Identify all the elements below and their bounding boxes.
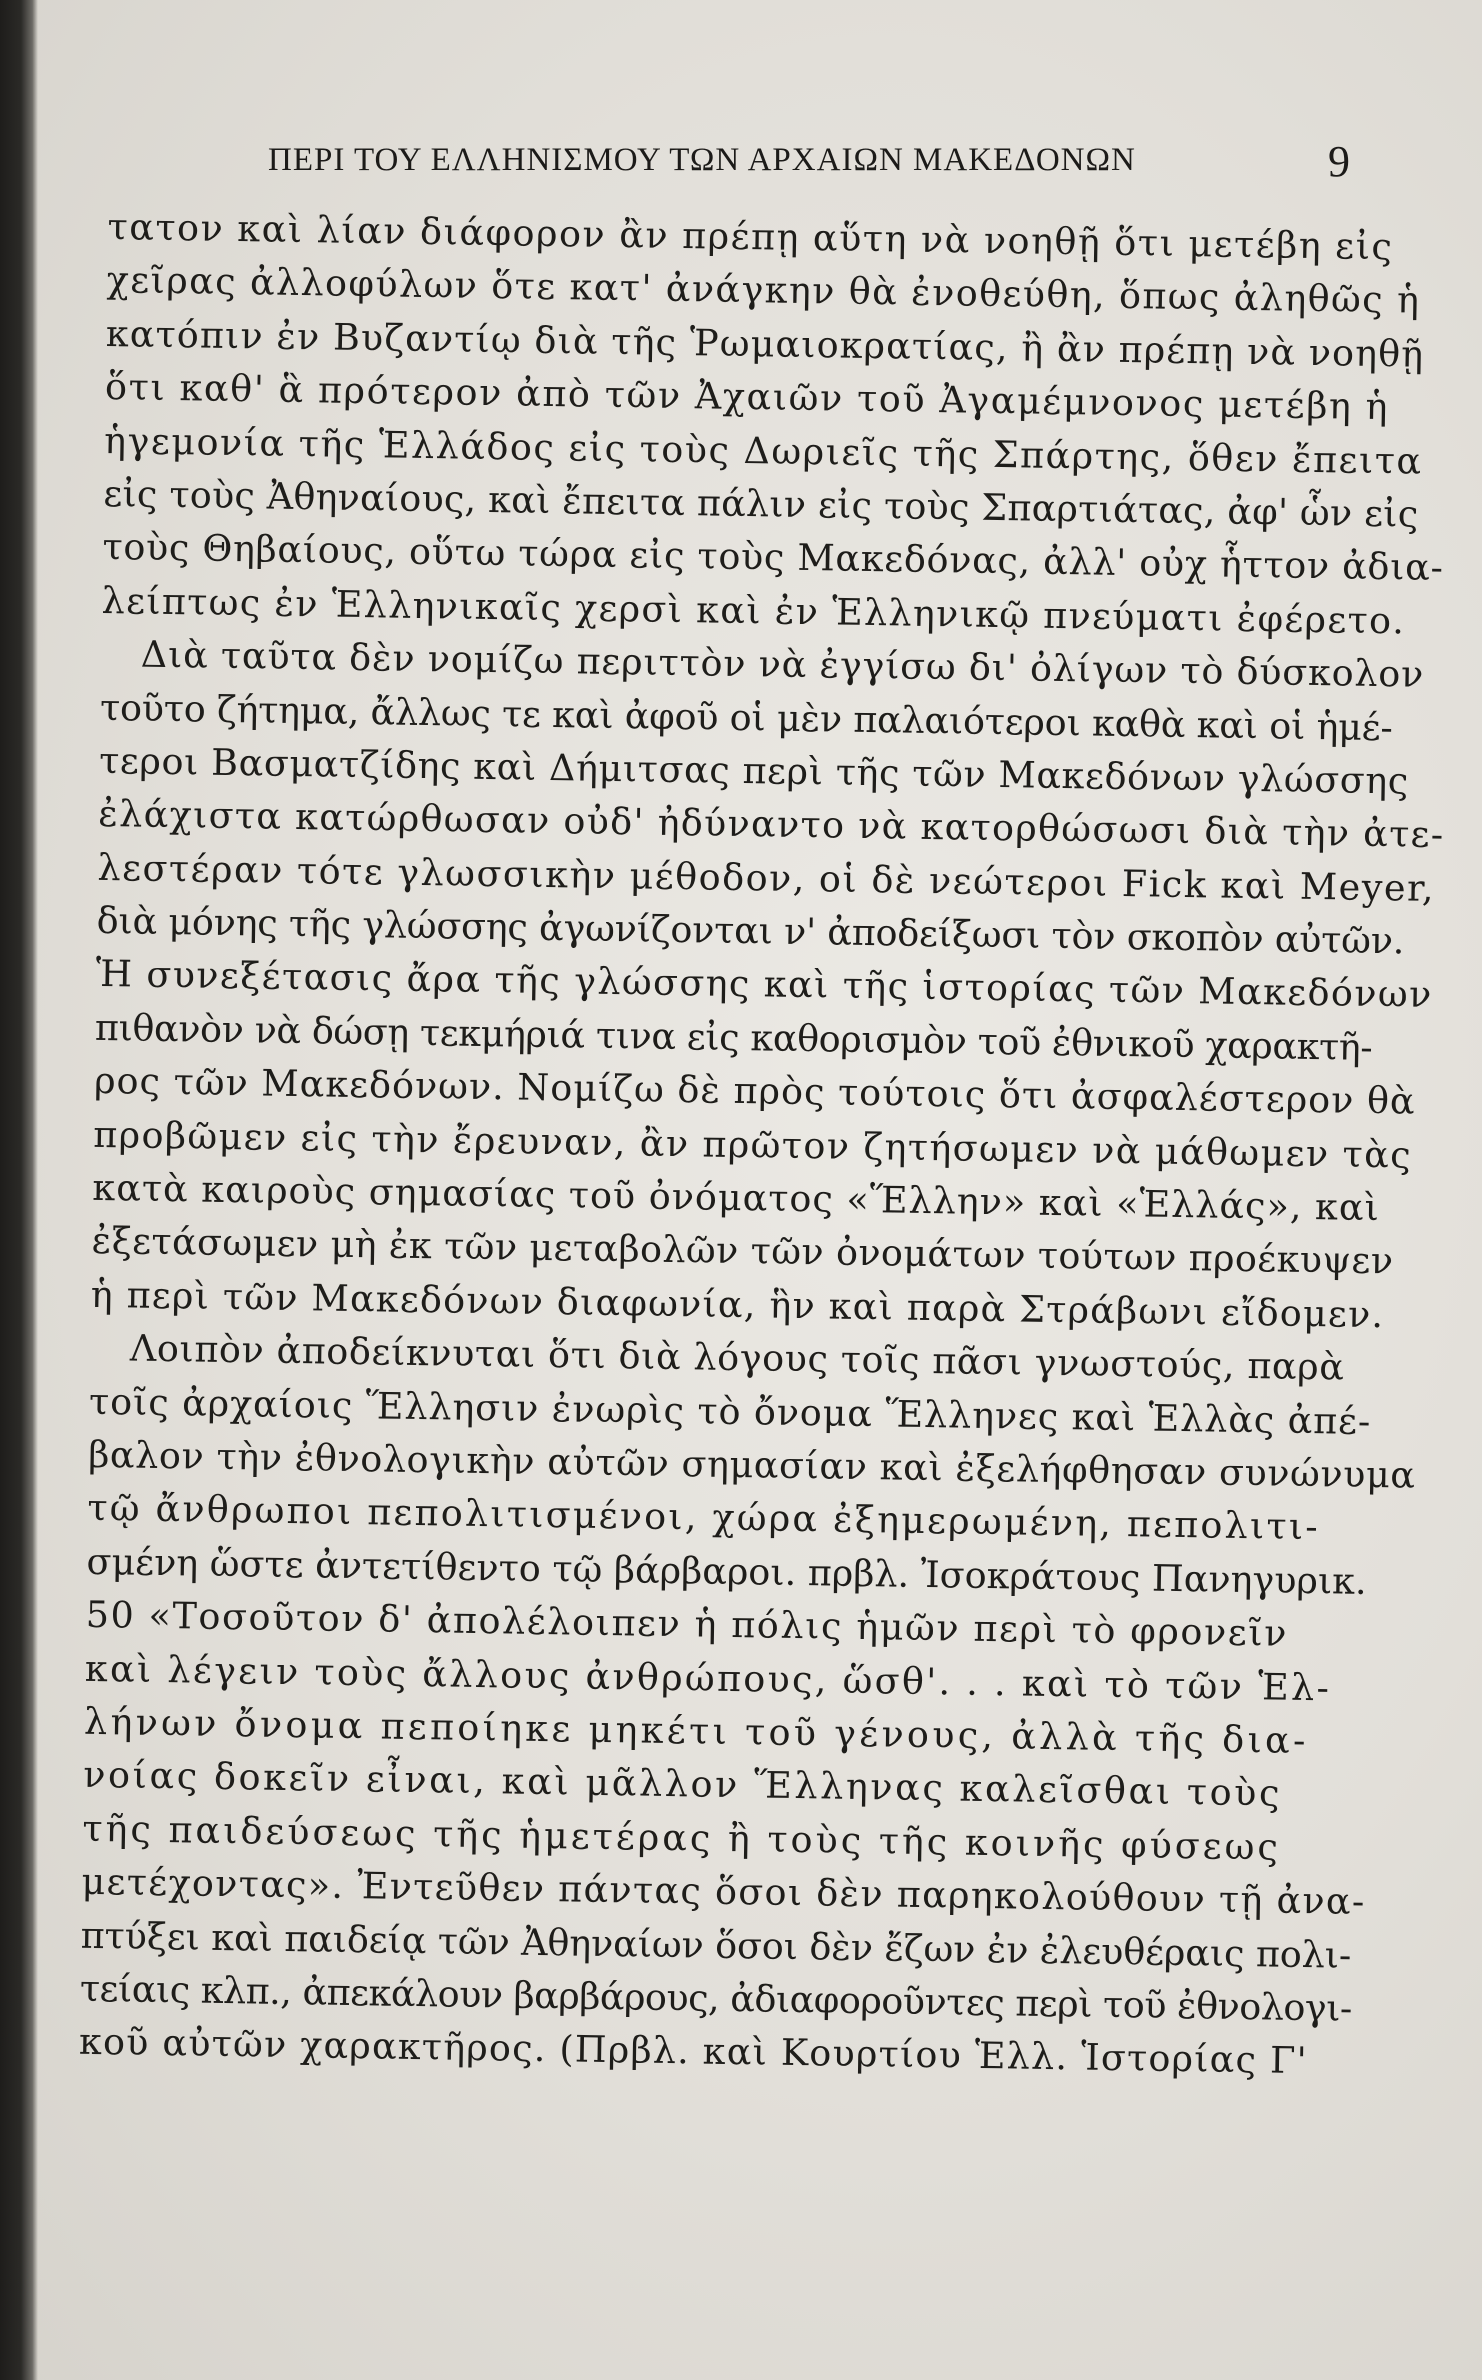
text-line: διὰ μόνης τῆς γλώσσης ἀγωνίζονται ν' ἀποδείξωσι τὸν σκοπὸν αὐτῶν. (96, 898, 1405, 963)
text-line: ρος τῶν Μακεδόνων. Νομίζω δὲ πρὸς τούτοις ὅτι ἀσφαλέστερον θὰ (93, 1059, 1416, 1123)
text-line: ἡγεμονία τῆς Ἑλλάδος εἰς τοὺς Δωριεῖς τῆς Σπάρτης, ὅθεν ἔπειτα (103, 418, 1423, 483)
text-line: Διὰ ταῦτα δὲν νομίζω περιττὸν νὰ ἐγγίσω δι' ὀλίγων τὸ δύσκολον (140, 632, 1425, 696)
text-line: λήνων ὄνομα πεποίηκε μηκέτι τοῦ γένους, ἀλλὰ τῆς δια- (83, 1699, 1310, 1762)
text-line: πιθανὸν νὰ δώσῃ τεκμήριά τινα εἰς καθορισμὸν τοῦ ἐθνικοῦ χαρακτῆ- (94, 1005, 1373, 1069)
text-line: τοῖς ἀρχαίοις Ἕλλησιν ἐνωρὶς τὸ ὄνομα Ἕλληνες καὶ Ἑλλὰς ἀπέ- (88, 1379, 1372, 1443)
text-line: Λοιπὸν ἀποδείκνυται ὅτι διὰ λόγους τοῖς πᾶσι γνωστούς, παρὰ (129, 1326, 1345, 1389)
page-header (260, 137, 1350, 192)
text-line: σμένη ὥστε ἀντετίθεντο τῷ βάρβαροι. πρβλ. Ἰσοκράτους Πανηγυρικ. (86, 1539, 1367, 1603)
text-line: εἰς τοὺς Ἀθηναίους, καὶ ἔπειτα πάλιν εἰς τοὺς Σπαρτιάτας, ἀφ' ὧν εἰς (103, 471, 1419, 536)
running-title: ΠΕΡΙ ΤΟΥ ΕΛΛΗΝΙΣΜΟΥ ΤΩΝ ΑΡΧΑΙΩΝ ΜΑΚΕΔΟΝΩΝ (268, 142, 1136, 178)
text-line: ἐλάχιστα κατώρθωσαν οὐδ' ἠδύναντο νὰ κατορθώσωσι διὰ τὴν ἀτε- (98, 792, 1445, 857)
text-line: τοὺς Θηβαίους, οὕτω τώρα εἰς τοὺς Μακεδόνας, ἀλλ' οὐχ ἧττον ἀδια- (102, 525, 1444, 590)
text-line: μετέχοντας». Ἐντεῦθεν πάντας ὅσοι δὲν παρηκολούθουν τῇ ἀνα- (81, 1859, 1366, 1924)
text-line: τοῦτο ζήτημα, ἄλλως τε καὶ ἀφοῦ οἱ μὲν παλαιότεροι καθὰ καὶ οἱ ἡμέ- (99, 685, 1393, 749)
text-line: κοῦ αὐτῶν χαρακτῆρος. (Πρβλ. καὶ Κουρτίου Ἑλλ. Ἱστορίας Γ' (78, 2020, 1309, 2083)
text-line: τεροι Βασματζίδης καὶ Δήμιτσας περὶ τῆς τῶν Μακεδόνων γλώσσης (98, 738, 1410, 803)
text-line: κατὰ καιροὺς σημασίας τοῦ ὀνόματος «Ἕλλην» καὶ «Ἑλλάς», καὶ (92, 1165, 1381, 1230)
text-line: προβῶμεν εἰς τὴν ἔρευναν, ἂν πρῶτον ζητήσωμεν νὰ μάθωμεν τὰς (92, 1112, 1413, 1177)
text-line: τείαις κλπ., ἀπεκάλουν βαρβάρους, ἀδιαφοροῦντες περὶ τοῦ ἐθνολογι- (79, 1966, 1353, 2030)
text-line: χεῖρας ἀλλοφύλων ὅτε κατ' ἀνάγκην θὰ ἐνοθεύθη, ὅπως ἀληθῶς ἡ (106, 258, 1421, 323)
text-line: Ἡ συνεξέτασις ἄρα τῆς γλώσσης καὶ τῆς ἱστορίας τῶν Μακεδόνων (95, 952, 1434, 1017)
text-line: λείπτως ἐν Ἑλληνικαῖς χερσὶ καὶ ἐν Ἑλληνικῷ πνεύματι ἐφέρετο. (101, 578, 1406, 643)
text-line: 50 «Τοσοῦτον δ' ἀπολέλοιπεν ἡ πόλις ἡμῶν περὶ τὸ φρονεῖν (85, 1592, 1289, 1655)
text-line: τῆς παιδεύσεως τῆς ἡμετέρας ἢ τοὺς τῆς κοινῆς φύσεως (82, 1806, 1282, 1869)
text-line: βαλον τὴν ἐθνολογικὴν αὐτῶν σημασίαν καὶ ἐξελήφθησαν συνώνυμα (87, 1432, 1416, 1497)
text-line: πτύξει καὶ παιδείᾳ τῶν Ἀθηναίων ὅσοι δὲν ἔζων ἐν ἐλευθέραις πολι- (80, 1913, 1352, 1977)
text-line: τατον καὶ λίαν διάφορον ἂν πρέπῃ αὕτη νὰ νοηθῇ ὅτι μετέβη εἰς (107, 204, 1394, 269)
text-line: λεστέραν τότε γλωσσικὴν μέθοδον, οἱ δὲ νεώτεροι Fick καὶ Meyer, (97, 845, 1436, 910)
text-line: τῷ ἄνθρωποι πεπολιτισμένοι, χώρα ἐξημερωμένη, πεπολιτι- (87, 1486, 1321, 1549)
text-line: νοίας δοκεῖν εἶναι, καὶ μᾶλλον Ἕλληνας καλεῖσθαι τοὺς (82, 1753, 1283, 1815)
body-text (78, 200, 1445, 2088)
page-number: 9 (1328, 137, 1350, 186)
book-spine-shadow (0, 0, 38, 2380)
text-line: κατόπιν ἐν Βυζαντίῳ διὰ τῆς Ῥωμαιοκρατίας, ἢ ἂν πρέπῃ νὰ νοηθῇ (105, 311, 1425, 376)
text-line: ἡ περὶ τῶν Μακεδόνων διαφωνία, ἣν καὶ παρὰ Στράβωνι εἴδομεν. (90, 1272, 1385, 1336)
text-line: ὅτι καθ' ἃ πρότερον ἀπὸ τῶν Ἀχαιῶν τοῦ Ἀγαμέμνονος μετέβη ἡ (104, 365, 1390, 429)
text-line: καὶ λέγειν τοὺς ἄλλους ἀνθρώπους, ὥσθ'. . . καὶ τὸ τῶν Ἑλ- (84, 1646, 1332, 1709)
text-line: ἐξετάσωμεν μὴ ἐκ τῶν μεταβολῶν τῶν ὀνομάτων τούτων προέκυψεν (91, 1219, 1394, 1283)
